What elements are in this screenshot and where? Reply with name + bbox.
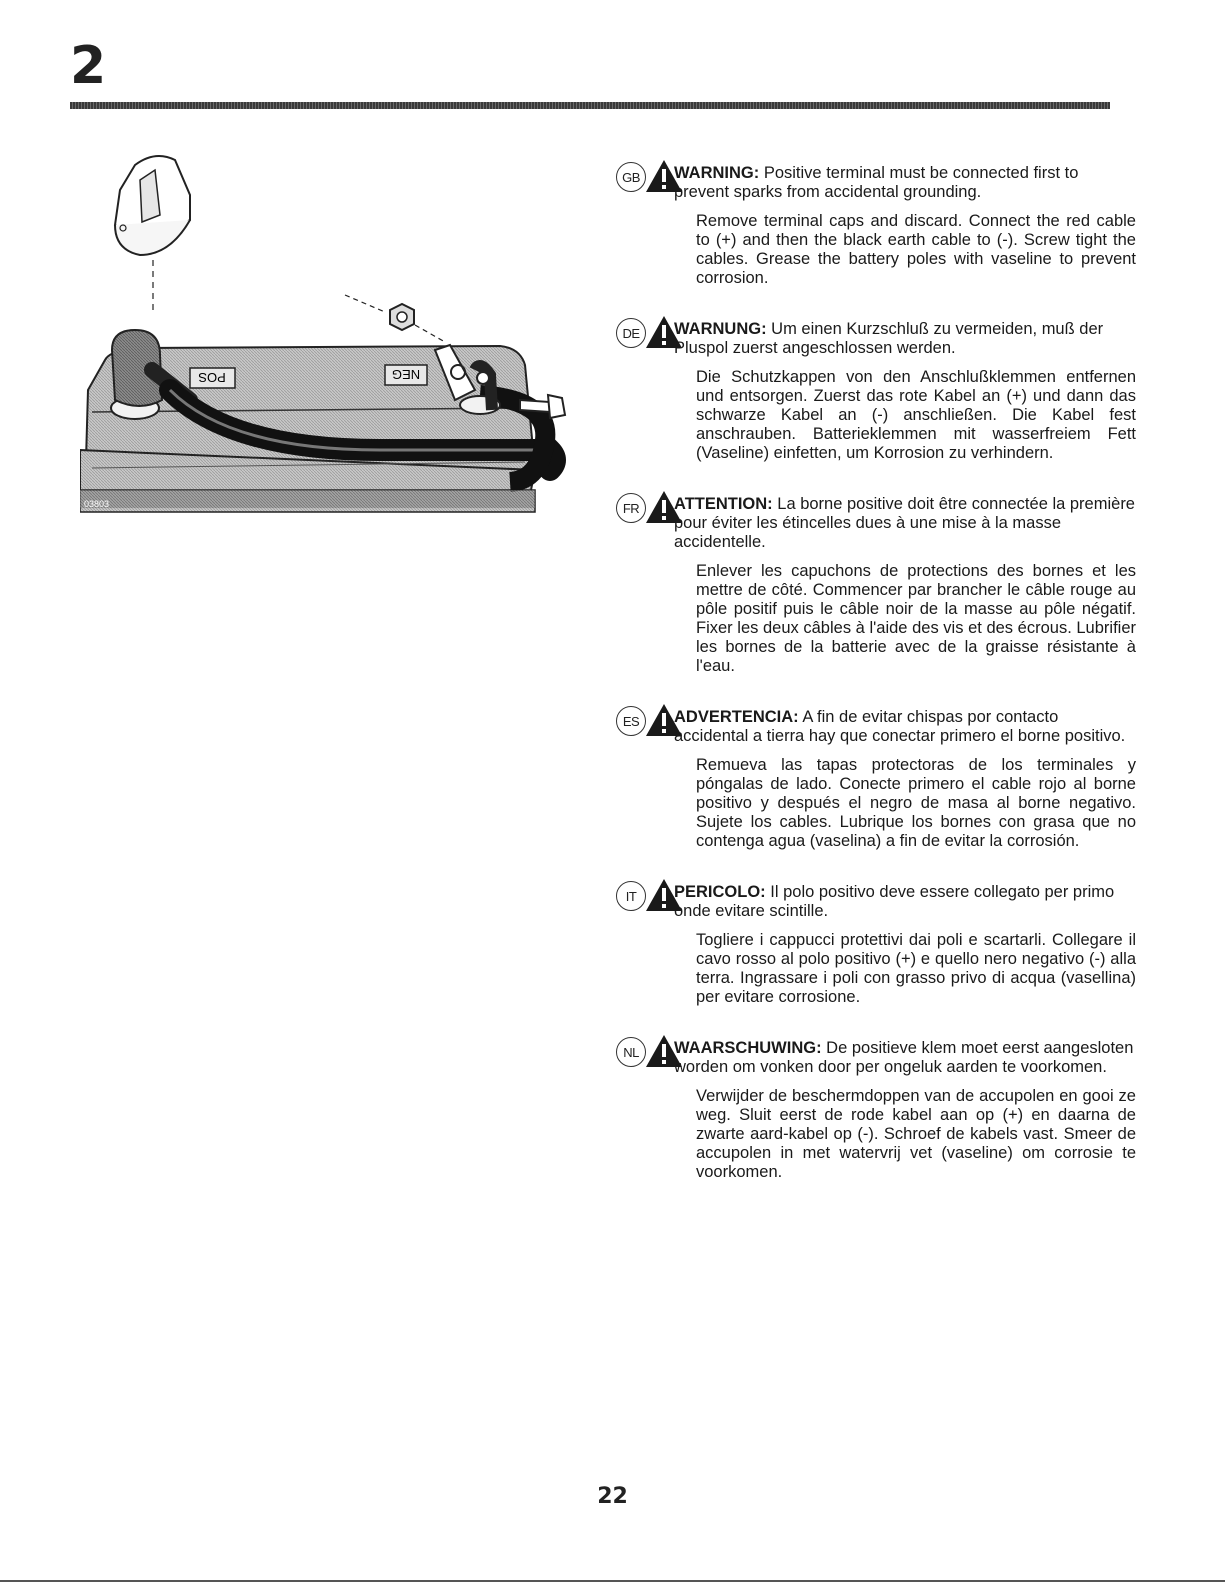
warning-heading: WAARSCHUWING: bbox=[674, 1039, 822, 1057]
language-badge-it: IT bbox=[616, 881, 646, 911]
warning-message: La borne positive doit être connectée la première pour éviter les étincelles dues à une mise à la masse accidentelle. bbox=[674, 495, 1135, 551]
battery-illustration bbox=[80, 150, 585, 515]
warning-heading: WARNING: bbox=[674, 164, 760, 182]
language-badge-de: DE bbox=[616, 318, 646, 348]
page-number: 22 bbox=[597, 1484, 628, 1509]
warning-message: Positive terminal must be connected first to prevent sparks from accidental grounding. bbox=[674, 164, 1079, 201]
language-badge-es: ES bbox=[616, 706, 646, 736]
warning-message: De positieve klem moet eerst aangesloten worden om vonken door per ongeluk aarden te voorkomen. bbox=[674, 1039, 1134, 1076]
warning-text bbox=[674, 495, 1136, 552]
instructions-column bbox=[616, 160, 1136, 1210]
section-it bbox=[616, 879, 1136, 1007]
warning-text bbox=[674, 320, 1136, 358]
warning-text bbox=[674, 1039, 1136, 1077]
instruction-body: Enlever les capuchons de protections des bornes et les mettre de côté. Commencer par brancher le câble rouge au pôle positif puis le câble noir de la masse au pôle négatif. Fixer les deux câbles à l'aide des vis et des écrous. Lubrifier les bornes de la batterie avec de la graisse résistante à l'eau. bbox=[696, 562, 1136, 675]
instruction-body: Die Schutzkappen von den Anschlußklemmen entfernen und entsorgen. Zuerst das rote Kabel an (+) und dann das schwarze Kabel an (-) anschließen. Die Kabel fest anschrauben. Batterieklemmen mit wasserfreiem Fett (Vaseline) einfetten, um Korrosion zu verhindern. bbox=[696, 368, 1136, 462]
instruction-body: Remove terminal caps and discard. Connect the red cable to (+) and then the black earth cable to (-). Screw tight the cables. Grease the battery poles with vaseline to prevent corrosion. bbox=[696, 212, 1136, 287]
warning-heading: WARNUNG: bbox=[674, 320, 767, 338]
neg-label: NEG bbox=[391, 367, 421, 382]
language-badge-gb: GB bbox=[616, 162, 646, 192]
section-nl bbox=[616, 1035, 1136, 1182]
instruction-body: Togliere i cappucci protettivi dai poli e scartarli. Collegare il cavo rosso al polo positivo (+) e quello nero negativo (-) alla terra. Ingrassare i poli con grasso privo di acqua (vasellina) per evitare corrosione. bbox=[696, 931, 1136, 1006]
bottom-rule bbox=[0, 1580, 1225, 1582]
figure-code: 03803 bbox=[84, 499, 110, 509]
language-badge-nl: NL bbox=[616, 1037, 646, 1067]
warning-heading: ADVERTENCIA: bbox=[674, 708, 799, 726]
warning-message: A fin de evitar chispas por contacto accidental a tierra hay que conectar primero el borne positivo. bbox=[674, 708, 1126, 745]
warning-text bbox=[674, 164, 1136, 202]
section-de bbox=[616, 316, 1136, 463]
section-fr bbox=[616, 491, 1136, 676]
warning-heading: ATTENTION: bbox=[674, 495, 773, 513]
warning-text bbox=[674, 883, 1136, 921]
section-gb bbox=[616, 160, 1136, 288]
warning-message: Il polo positivo deve essere collegato per primo onde evitare scintille. bbox=[674, 883, 1115, 920]
warning-heading: PERICOLO: bbox=[674, 883, 766, 901]
warning-message: Um einen Kurzschluß zu vermeiden, muß der Pluspol zuerst angeschlossen werden. bbox=[674, 320, 1104, 357]
section-es bbox=[616, 704, 1136, 851]
instruction-body: Verwijder de beschermdoppen van de accupolen en gooi ze weg. Sluit eerst de rode kabel aan op (+) en daarna de zwarte aard-kabel op (-). Schroef de kabels vast. Smeer de accupolen in met watervrij vet (vaseline) om corrosie te voorkomen. bbox=[696, 1087, 1136, 1181]
warning-text bbox=[674, 708, 1136, 746]
header-rule bbox=[70, 102, 1110, 109]
pos-label: POS bbox=[198, 370, 226, 385]
battery-connection-diagram bbox=[80, 150, 585, 515]
chapter-number: 2 bbox=[70, 36, 107, 96]
language-badge-fr: FR bbox=[616, 493, 646, 523]
instruction-body: Remueva las tapas protectoras de los terminales y póngalas de lado. Conecte primero el cable rojo al borne positivo y después el negro de masa al borne negativo. Sujete los cables. Lubrique los bornes con grasa que no contenga agua (vaselina) a fin de evitar la corrosión. bbox=[696, 756, 1136, 850]
